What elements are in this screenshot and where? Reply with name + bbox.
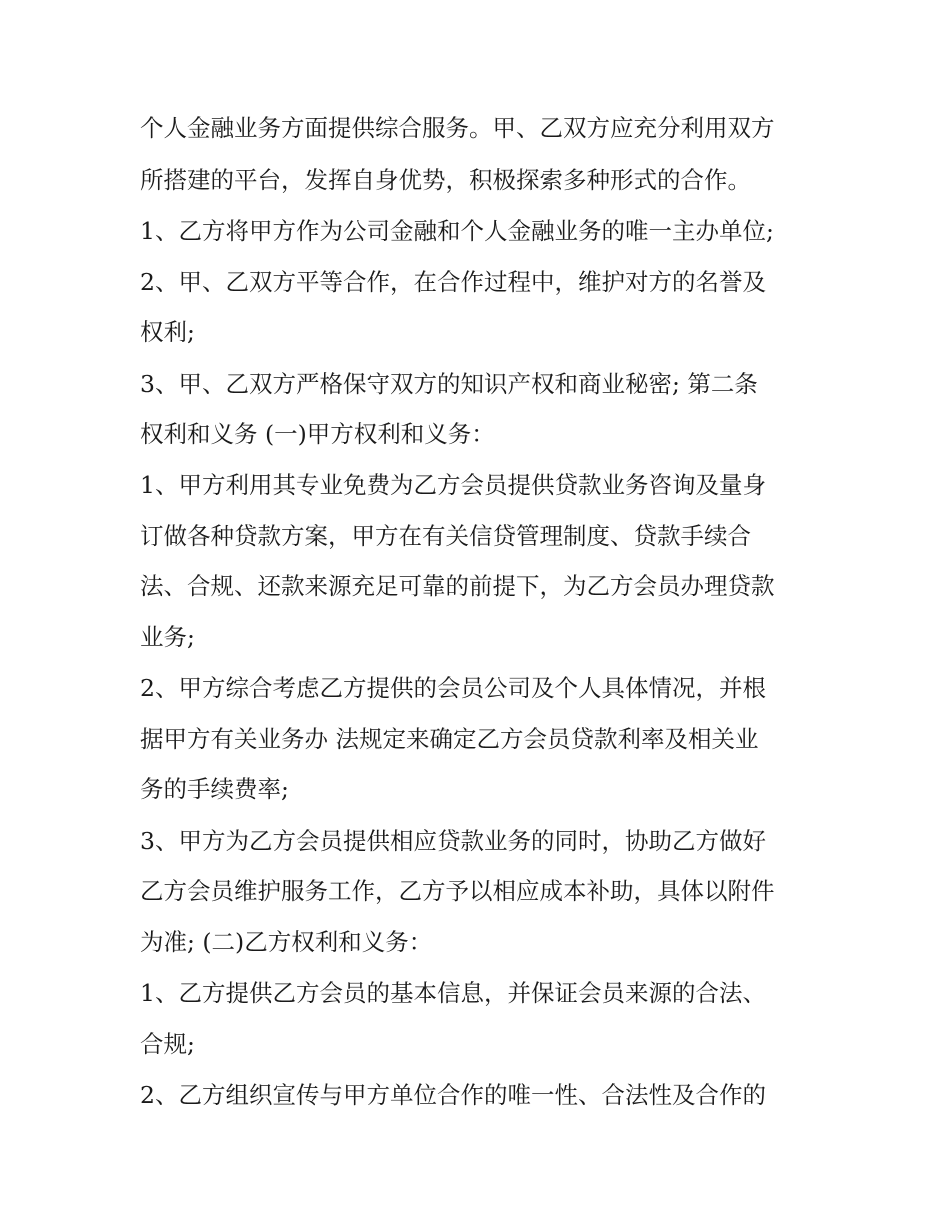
text-line-19: 合规;: [140, 1030, 195, 1058]
text-line-5: 权利;: [140, 318, 195, 346]
text-line-10: 法、合规、还款来源充足可靠的前提下，为乙方会员办理贷款: [140, 572, 775, 600]
text-line-12: 2、甲方综合考虑乙方提供的会员公司及个人具体情况，并根: [140, 674, 766, 702]
text-line-13: 据甲方有关业务办 法规定来确定乙方会员贷款利率及相关业: [140, 725, 759, 753]
text-line-20: 2、乙方组织宣传与甲方单位合作的唯一性、合法性及合作的: [140, 1081, 766, 1109]
text-line-4: 2、甲、乙双方平等合作，在合作过程中，维护对方的名誉及: [140, 268, 766, 296]
text-line-7: 权利和义务 (一)甲方权利和义务：: [140, 420, 495, 448]
text-line-16: 乙方会员维护服务工作，乙方予以相应成本补助，具体以附件: [140, 877, 775, 905]
text-line-3: 1、乙方将甲方作为公司金融和个人金融业务的唯一主办单位;: [140, 217, 774, 245]
text-line-15: 3、甲方为乙方会员提供相应贷款业务的同时，协助乙方做好: [140, 827, 766, 855]
text-line-18: 1、乙方提供乙方会员的基本信息，并保证会员来源的合法、: [140, 979, 766, 1007]
text-line-6: 3、甲、乙双方严格保守双方的知识产权和商业秘密; 第二条: [140, 370, 758, 398]
text-line-14: 务的手续费率;: [140, 775, 289, 803]
text-line-17: 为准; (二)乙方权利和义务：: [140, 928, 433, 956]
text-line-8: 1、甲方利用其专业免费为乙方会员提供贷款业务咨询及量身: [140, 471, 766, 499]
text-line-11: 业务;: [140, 623, 195, 651]
text-line-9: 订做各种贷款方案，甲方在有关信贷管理制度、贷款手续合: [140, 522, 751, 550]
text-line-2: 所搭建的平台，发挥自身优势，积极探索多种形式的合作。: [140, 166, 751, 194]
text-line-1: 个人金融业务方面提供综合服务。甲、乙双方应充分利用双方: [140, 114, 775, 142]
